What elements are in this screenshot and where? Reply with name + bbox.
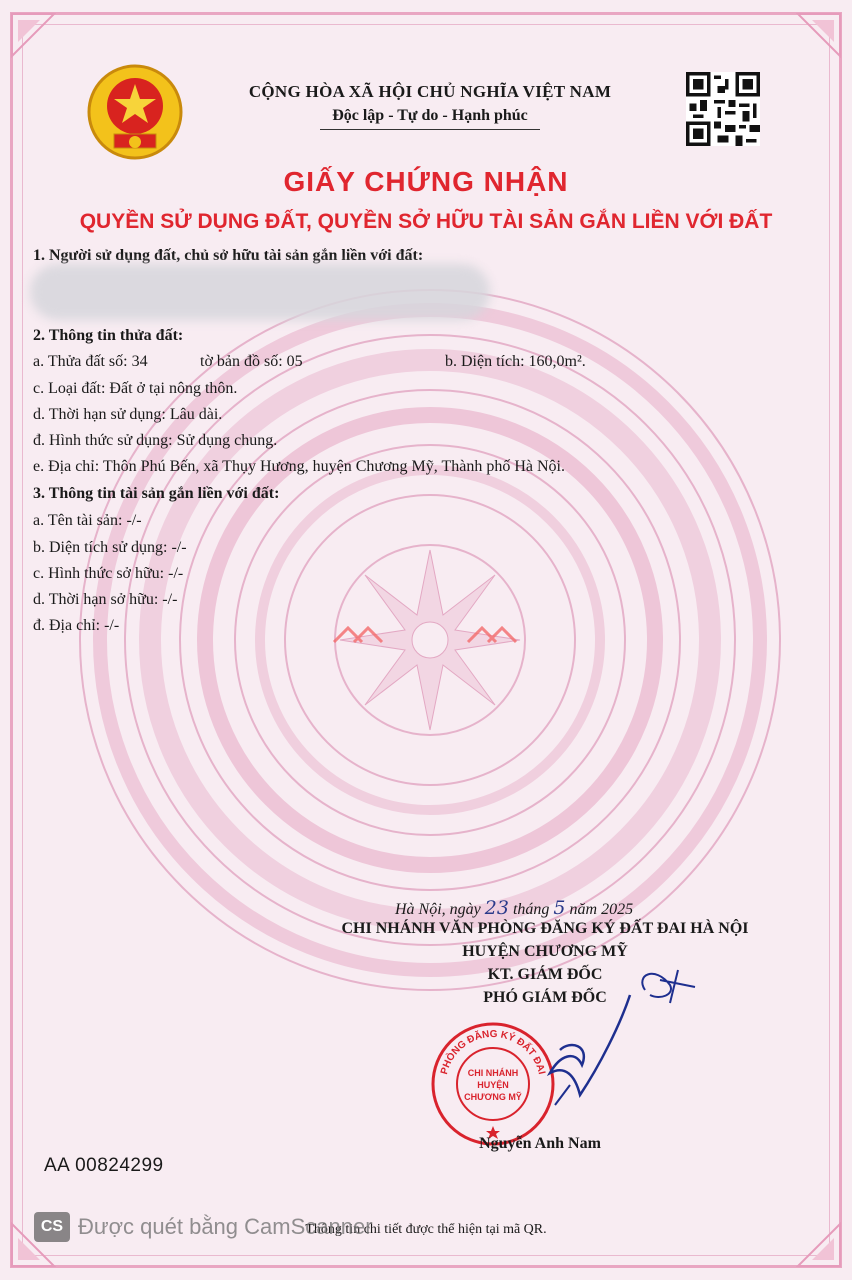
house-watermark-icon — [466, 622, 526, 644]
issuing-office: CHI NHÁNH VĂN PHÒNG ĐĂNG KÝ ĐẤT ĐAI HÀ NỘI — [341, 920, 749, 937]
serial-number: AA 00824299 — [44, 1155, 164, 1176]
asset-ownership-form: c. Hình thức sở hữu: -/- — [33, 565, 184, 582]
house-watermark-icon — [332, 622, 392, 644]
map-sheet-number: tờ bản đồ số: 05 — [200, 353, 303, 370]
parcel-address: e. Địa chỉ: Thôn Phú Bến, xã Thụy Hương, huyện Chương Mỹ, Thành phố Hà Nội. — [33, 458, 565, 475]
seal-line3: CHƯƠNG MỸ — [464, 1092, 522, 1102]
corner-ornament-top-left — [10, 12, 56, 58]
nation-name: CỘNG HÒA XÃ HỘI CHỦ NGHĨA VIỆT NAM — [248, 82, 612, 101]
parcel-area: b. Diện tích: 160,0m². — [445, 353, 586, 370]
signer-kt: KT. GIÁM ĐỐC — [487, 966, 603, 983]
national-motto: Độc lập - Tự do - Hạnh phúc — [332, 107, 528, 124]
date-day: 23 — [484, 897, 509, 919]
camscanner-watermark — [34, 1212, 373, 1242]
issuing-district: HUYỆN CHƯƠNG MỸ — [462, 943, 628, 960]
qr-footer-note: Thông tin chi tiết được thể hiện tại mã QR. — [305, 1222, 547, 1237]
seal-line1: CHI NHÁNH — [467, 1068, 519, 1078]
date-prefix: Hà Nội, ngày — [395, 901, 481, 918]
handwritten-signature-icon — [520, 955, 720, 1115]
section3-heading: 3. Thông tin tài sản gắn liền với đất: — [33, 485, 280, 502]
asset-name: a. Tên tài sản: -/- — [33, 512, 142, 529]
seal-line2: HUYỆN — [477, 1080, 509, 1090]
asset-ownership-term: d. Thời hạn sở hữu: -/- — [33, 591, 178, 608]
usage-term: d. Thời hạn sử dụng: Lâu dài. — [33, 406, 223, 423]
asset-used-area: b. Diện tích sử dụng: -/- — [33, 539, 187, 556]
date-month-label: tháng — [512, 901, 550, 918]
date-month: 5 — [553, 897, 566, 919]
qr-code-icon[interactable] — [686, 72, 760, 146]
redacted-owner-info — [30, 264, 490, 320]
section2-heading: 2. Thông tin thửa đất: — [33, 327, 184, 344]
section1-heading: 1. Người sử dụng đất, chủ sở hữu tài sản gắn liền với đất: — [33, 247, 424, 264]
national-emblem-icon — [82, 62, 188, 166]
seal-ring-text: PHÒNG ĐĂNG KÝ ĐẤT ĐAI — [439, 1028, 547, 1076]
signer-name: Nguyễn Anh Nam — [479, 1135, 601, 1152]
signer-title: PHÓ GIÁM ĐỐC — [483, 989, 607, 1006]
land-type: c. Loại đất: Đất ở tại nông thôn. — [33, 380, 238, 397]
signing-date — [395, 897, 633, 919]
camscanner-logo-icon: CS — [34, 1212, 70, 1242]
certificate-subtitle: QUYỀN SỬ DỤNG ĐẤT, QUYỀN SỞ HỮU TÀI SẢN GẮN LIỀN VỚI ĐẤT — [79, 210, 773, 233]
parcel-number: a. Thửa đất số: 34 — [33, 353, 148, 370]
motto-underline — [320, 129, 540, 130]
date-year: năm 2025 — [569, 901, 634, 918]
asset-address: đ. Địa chỉ: -/- — [33, 617, 120, 634]
certificate-title: GIẤY CHỨNG NHẬN — [283, 166, 569, 197]
camscanner-text: Được quét bằng CamScanner — [78, 1214, 373, 1239]
corner-ornament-top-right — [796, 12, 842, 58]
usage-form: đ. Hình thức sử dụng: Sử dụng chung. — [33, 432, 278, 449]
